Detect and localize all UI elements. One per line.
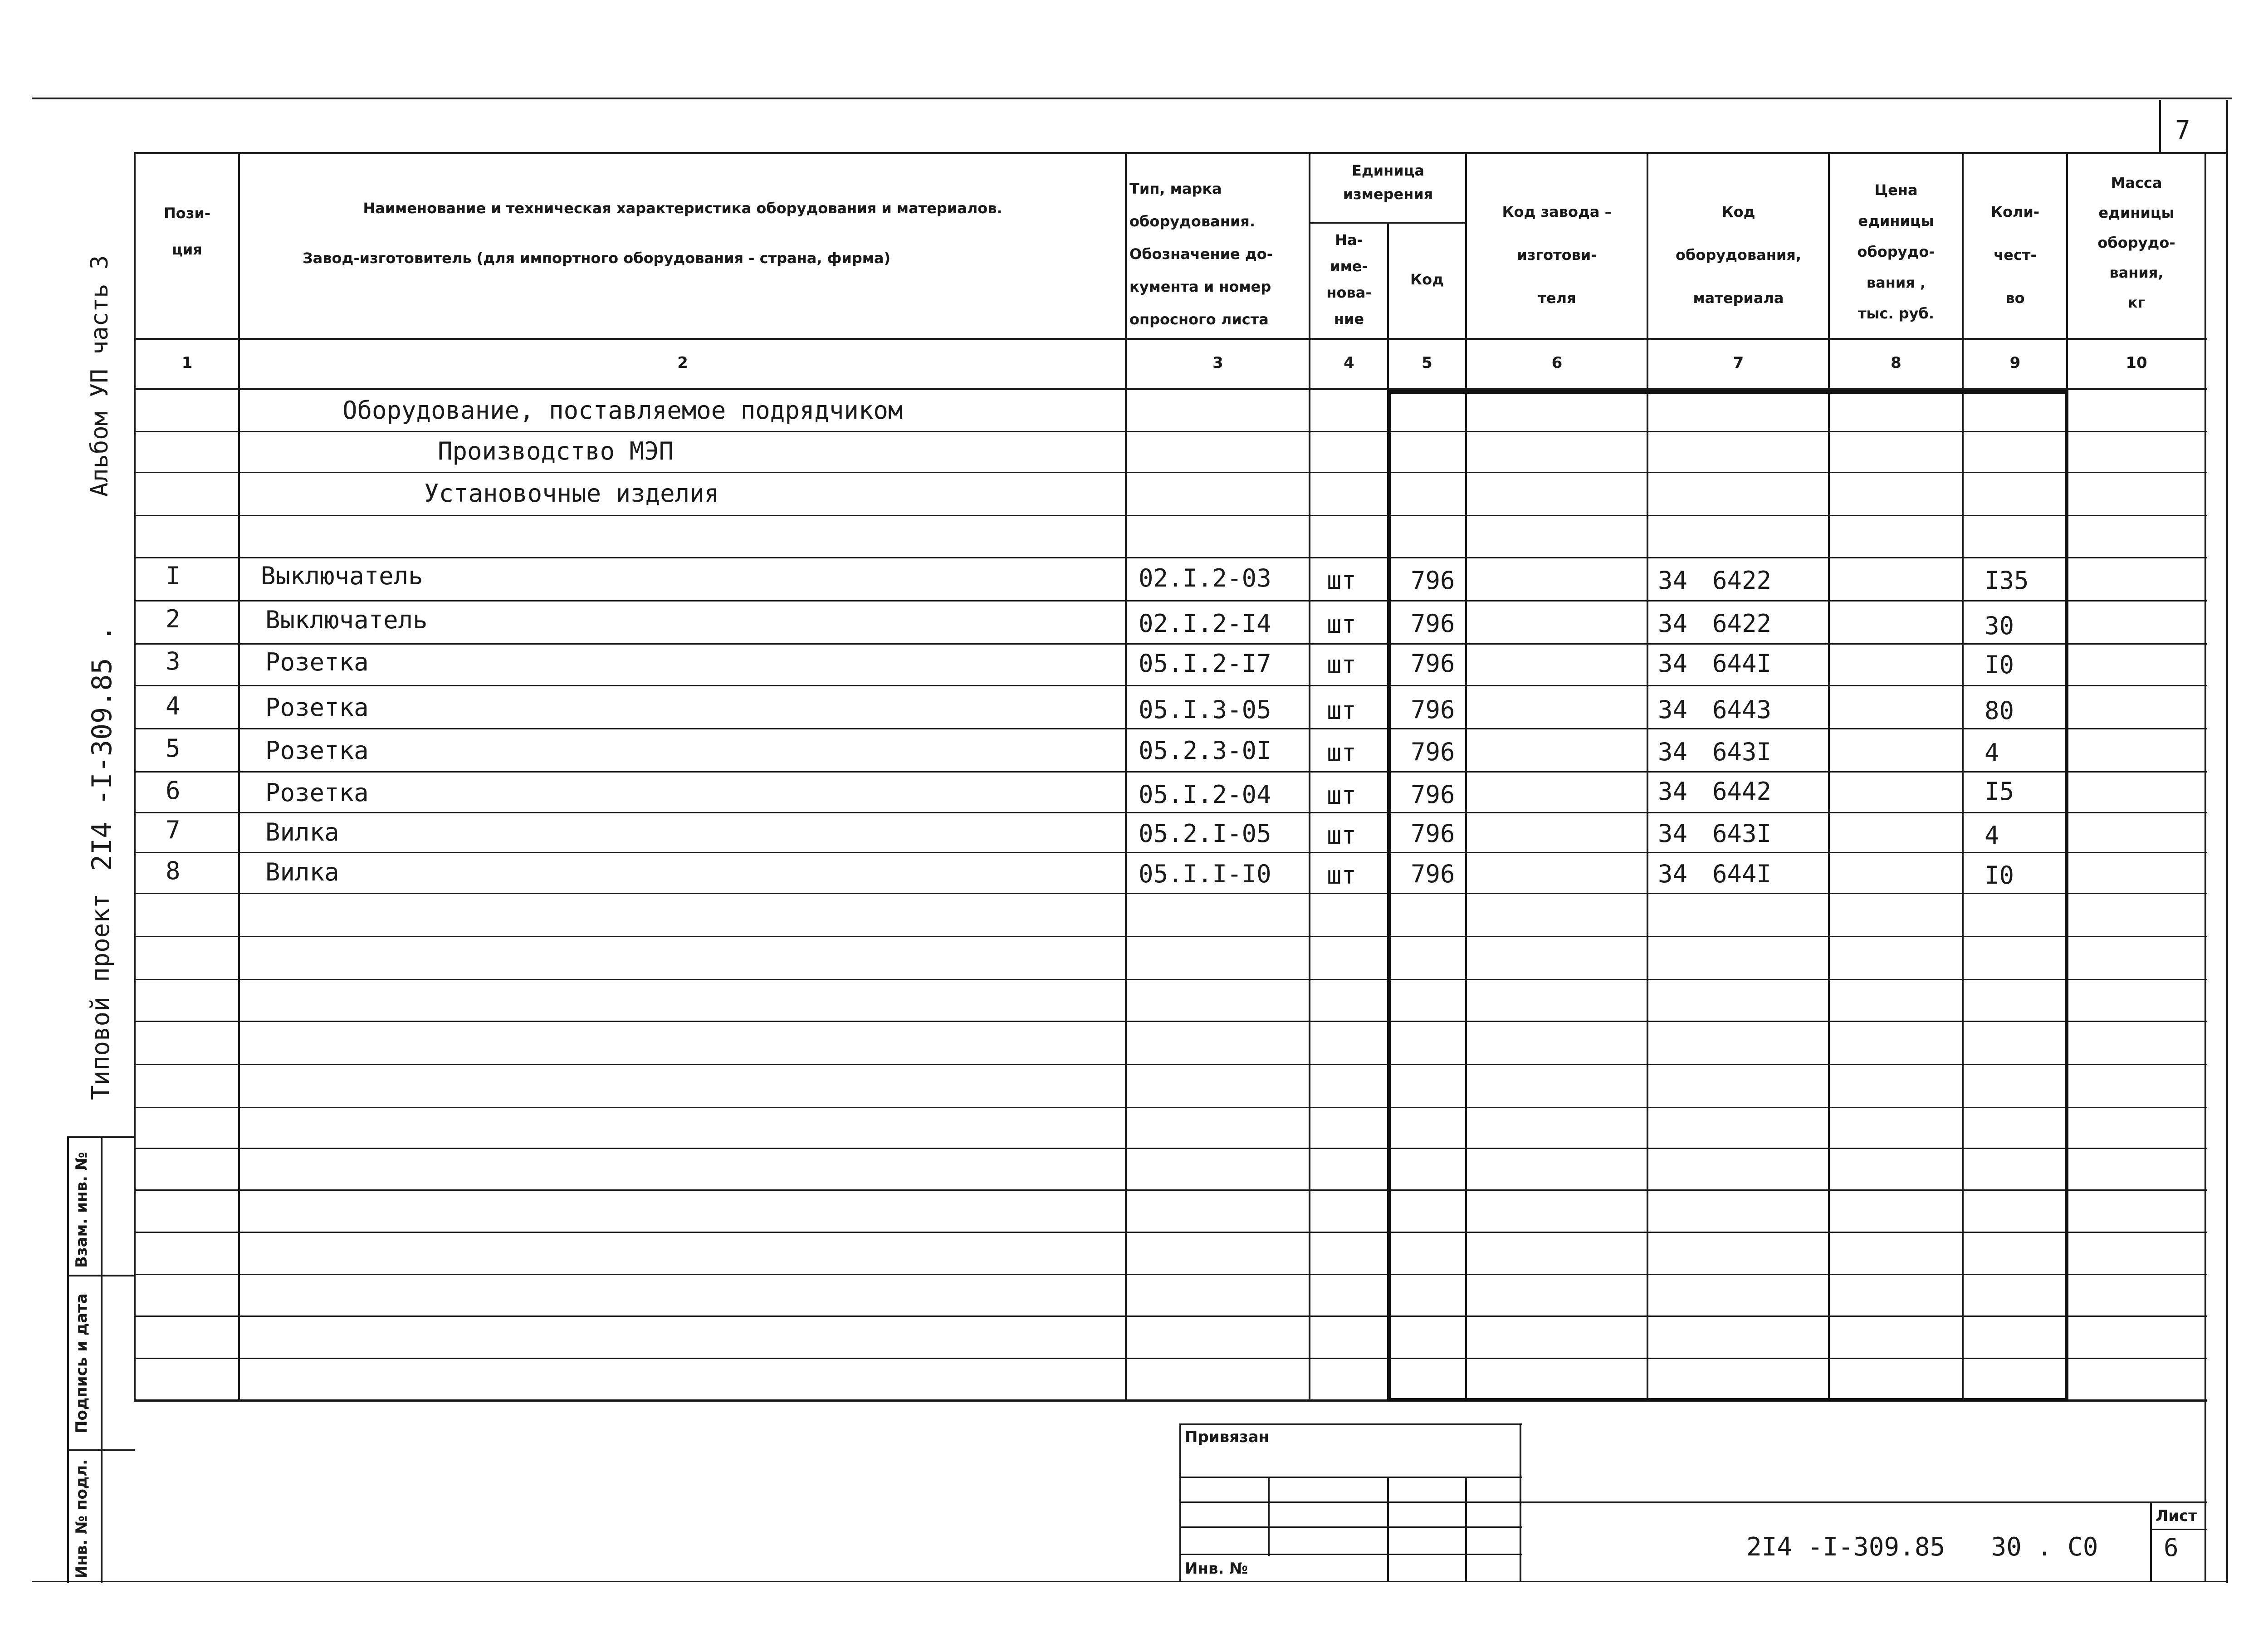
- row-line: [134, 600, 2207, 601]
- header-name-line2: Завод-изготовитель (для импортного оборудования - страна, фирма): [302, 249, 891, 267]
- cell-position: 2: [166, 605, 181, 633]
- row-line: [134, 557, 2207, 558]
- cell-equip-group: 34: [1658, 738, 1688, 766]
- row-line: [134, 979, 2207, 980]
- cell-unit: шт: [1327, 738, 1357, 767]
- col-line: [1828, 152, 1830, 1402]
- document-code: 2I4 -I-309.85 30 . C0: [1746, 1532, 2098, 1562]
- cell-equip-group: 34: [1658, 609, 1688, 638]
- cell-position: 6: [166, 776, 181, 805]
- row-line: [134, 1064, 2207, 1065]
- thick-box-top: [1387, 390, 2068, 394]
- header-unit: Единица измерения: [1343, 162, 1433, 203]
- row-line: [134, 936, 2207, 937]
- side-project-code: 2I4 -I-309.85 .: [86, 625, 118, 871]
- col-number: 5: [1422, 354, 1432, 372]
- cell-equip-code: 6422: [1712, 609, 1772, 638]
- col-number: 1: [181, 354, 193, 372]
- col-line: [2204, 152, 2206, 1402]
- cell-equip-code: 6422: [1712, 566, 1772, 595]
- list-label: Лист: [2156, 1507, 2197, 1525]
- cell-equip-group: 34: [1658, 819, 1688, 848]
- cell-position: 3: [166, 647, 181, 675]
- header-price: Цена единицы оборудо- вания , тыс. руб.: [1857, 181, 1935, 322]
- cell-equip-code: 6443: [1712, 695, 1772, 724]
- cell-unit: шт: [1327, 861, 1357, 890]
- header-type: Тип, марка оборудования. Обозначение до- кумента и номер опросного листа: [1129, 180, 1273, 328]
- cell-qty: 4: [1984, 738, 1999, 767]
- header-factory-code: Код завода – изготови- теля: [1502, 203, 1612, 307]
- row-line: [134, 515, 2207, 516]
- cell-equip-group: 34: [1658, 695, 1688, 724]
- cell-type: 02.I.2-03: [1139, 564, 1271, 592]
- unit-subheader-line: [1309, 222, 1465, 224]
- cell-unit-code: 796: [1411, 649, 1455, 678]
- row-line: [134, 1274, 2207, 1275]
- page-number-box-left: [2159, 100, 2161, 154]
- row-line: [134, 771, 2207, 773]
- header-equip-code: Код оборудования, материала: [1676, 203, 1801, 307]
- cell-qty: I0: [1984, 650, 2014, 679]
- col-line: [1309, 152, 1310, 1402]
- col-line: [1962, 152, 1964, 1402]
- thick-box-bottom: [1387, 1398, 2068, 1402]
- cell-type: 05.2.3-0I: [1139, 736, 1271, 765]
- cell-name: Вилка: [265, 858, 339, 886]
- row-line: [134, 1107, 2207, 1108]
- thick-box-left: [1387, 390, 1391, 1402]
- cell-name: Розетка: [265, 778, 369, 807]
- cell-equip-code: 6442: [1712, 777, 1772, 806]
- list-box-left: [2150, 1501, 2152, 1582]
- cell-unit-code: 796: [1411, 738, 1455, 766]
- cell-unit-code: 796: [1411, 609, 1455, 638]
- cell-position: 8: [166, 856, 181, 885]
- col-number: 7: [1733, 354, 1744, 372]
- cell-qty: 80: [1984, 696, 2014, 725]
- header-qty: Коли- чест- во: [1990, 203, 2040, 307]
- list-number: 6: [2164, 1533, 2179, 1562]
- list-box-right: [2204, 1402, 2206, 1582]
- col-number: 3: [1212, 354, 1223, 372]
- row-line: [134, 1232, 2207, 1233]
- header-position: Пози- ция: [163, 205, 211, 258]
- cell-type: 05.I.3-05: [1139, 695, 1271, 724]
- col-number: 6: [1551, 354, 1563, 372]
- cell-position: 4: [166, 692, 181, 720]
- header-name-line1: Наименование и техническая характеристика оборудования и материалов.: [363, 200, 1002, 217]
- section-title: Оборудование, поставляемое подрядчиком: [342, 396, 903, 425]
- cell-equip-code: 644I: [1712, 860, 1772, 888]
- cell-name: Выключатель: [261, 562, 423, 590]
- cell-name: Вилка: [265, 818, 339, 846]
- cell-name: Розетка: [265, 693, 369, 722]
- cell-position: 5: [166, 734, 181, 763]
- row-line: [134, 852, 2207, 853]
- cell-unit: шт: [1327, 566, 1357, 595]
- row-line: [134, 1021, 2207, 1022]
- row-line: [134, 472, 2207, 473]
- cell-equip-code: 643I: [1712, 738, 1772, 766]
- cell-type: 05.I.I-I0: [1139, 860, 1271, 888]
- row-line: [134, 1358, 2207, 1359]
- cell-name: Выключатель: [265, 606, 428, 634]
- privyazan-label: Привязан: [1185, 1428, 1270, 1446]
- side-stamp-sep2: [67, 1449, 135, 1451]
- cell-type: 05.I.2-I7: [1139, 649, 1271, 678]
- cell-unit: шт: [1327, 650, 1357, 679]
- cell-qty: 30: [1984, 611, 2014, 640]
- side-stamp-top: [67, 1136, 135, 1138]
- cell-unit-code: 796: [1411, 819, 1455, 848]
- col-line: [1465, 152, 1467, 1402]
- col-number: 8: [1891, 354, 1901, 372]
- side-album: Альбом УП часть 3: [86, 255, 113, 497]
- col-line: [1125, 152, 1127, 1402]
- cell-name: Розетка: [265, 736, 369, 765]
- side-stamp-sep1: [67, 1275, 135, 1276]
- row-line: [134, 893, 2207, 894]
- col-line: [134, 152, 136, 1402]
- row-line: [134, 812, 2207, 813]
- cell-type: 02.I.2-I4: [1139, 609, 1271, 638]
- cell-unit-code: 796: [1411, 860, 1455, 888]
- cell-name: Розетка: [265, 648, 369, 676]
- section-title: Производство МЭП: [438, 437, 674, 465]
- cell-equip-code: 644I: [1712, 649, 1772, 678]
- title-block-top: [1520, 1501, 2207, 1503]
- table-top-line: [134, 152, 2227, 154]
- cell-unit-code: 796: [1411, 780, 1455, 809]
- cell-equip-group: 34: [1658, 649, 1688, 678]
- thick-box-right: [2065, 390, 2068, 1402]
- cell-equip-group: 34: [1658, 566, 1688, 595]
- inv-no-label: Инв. №: [1185, 1560, 1248, 1578]
- row-line: [134, 431, 2207, 432]
- col-number: 4: [1344, 354, 1354, 372]
- header-unit-name: На- име- нова- ние: [1326, 231, 1372, 328]
- col-number: 2: [677, 354, 688, 372]
- col-number: 9: [2009, 354, 2021, 372]
- side-inv-podl: Инв. № подл.: [73, 1459, 91, 1579]
- row-line: [134, 1189, 2207, 1191]
- side-podpis-data: Подпись и дата: [73, 1293, 91, 1433]
- cell-unit-code: 796: [1411, 566, 1455, 595]
- row-line: [134, 1315, 2207, 1317]
- cell-type: 05.2.I-05: [1139, 819, 1271, 848]
- section-title: Установочные изделия: [424, 479, 719, 508]
- row-line: [134, 643, 2207, 645]
- header-unit-code: Код: [1410, 271, 1444, 288]
- cell-equip-group: 34: [1658, 860, 1688, 888]
- top-border: [32, 98, 2232, 99]
- cell-unit: шт: [1327, 821, 1357, 850]
- side-vzam-inv: Взам. инв. №: [73, 1152, 91, 1268]
- side-stamp-mid: [101, 1136, 103, 1583]
- cell-unit-code: 796: [1411, 695, 1455, 724]
- cell-unit: шт: [1327, 781, 1357, 810]
- cell-equip-code: 643I: [1712, 819, 1772, 848]
- cell-unit: шт: [1327, 696, 1357, 725]
- header-mass: Масса единицы оборудо- вания, кг: [2097, 174, 2175, 311]
- list-box-sep: [2150, 1529, 2207, 1530]
- page-number-box-right: [2226, 100, 2228, 1583]
- col-line: [1647, 152, 1648, 1402]
- row-line: [134, 728, 2207, 729]
- side-stamp-left: [67, 1136, 69, 1583]
- cell-qty: I5: [1984, 777, 2014, 806]
- side-project-type: Типовой проект: [86, 893, 115, 1100]
- row-line: [134, 685, 2207, 686]
- cell-equip-group: 34: [1658, 777, 1688, 806]
- cell-position: 7: [166, 816, 181, 844]
- cell-qty: I35: [1984, 566, 2029, 595]
- cell-type: 05.I.2-04: [1139, 780, 1271, 809]
- row-line: [134, 1148, 2207, 1149]
- bottom-border: [32, 1581, 2227, 1582]
- page-number: 7: [2175, 116, 2190, 145]
- cell-unit: шт: [1327, 610, 1357, 639]
- cell-qty: 4: [1984, 821, 1999, 850]
- cell-position: I: [166, 562, 181, 590]
- cell-qty: I0: [1984, 861, 2014, 890]
- col-line: [238, 152, 240, 1402]
- col-number: 10: [2126, 354, 2147, 372]
